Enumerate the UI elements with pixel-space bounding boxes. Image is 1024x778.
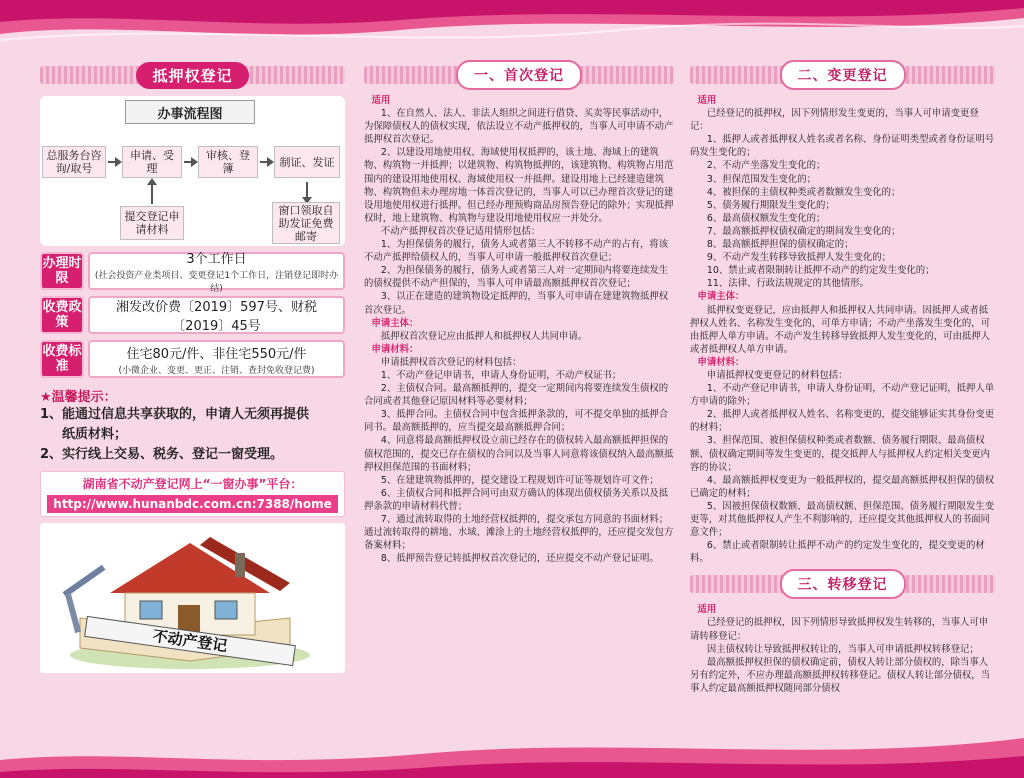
paragraph: 3、担保范围、被担保债权种类或者数额、债务履行期限、最高债权额、债权确定期间等发生变更的，提交抵押人与抵押权人约定相关变更内容的协议； (690, 435, 991, 473)
change-registration-text (690, 94, 995, 565)
flow-node-counter: 总服务台咨询/取号 (42, 146, 106, 178)
section-label: 申请材料： (697, 356, 745, 368)
tips-list (40, 405, 345, 465)
flow-node-submit: 提交登记申请材料 (120, 206, 184, 240)
flow-node-apply: 申请、受理 (122, 146, 182, 178)
paragraph: 7、通过流转取得的土地经营权抵押的，提交承包方同意的书面材料；通过流转取得的耕地、水域、滩涂上的土地经营权抵押的，还应提交发包方备案材料； (364, 514, 674, 552)
paragraph: 4、最高额抵押权变更为一般抵押权的，提交最高额抵押权担保的债权已确定的材料； (690, 474, 995, 499)
tip-item: 2、实行线上交易、税务、登记一窗受理。 (40, 447, 284, 462)
paragraph: 6、最高债权额发生变化的； (706, 212, 826, 224)
right-panel (690, 62, 995, 695)
tips-title: ★温馨提示： (40, 390, 117, 405)
paragraph: 8、最高额抵押担保的债权确定的； (706, 239, 854, 251)
policy-main: 湘发改价费〔2019〕597号、财税〔2019〕45号 (116, 300, 317, 334)
flow-node-review: 审核、登簿 (198, 146, 258, 178)
standard-tag: 收费标准 (40, 340, 84, 378)
section-label: 适用 (371, 95, 391, 106)
paragraph: 4、同意将最高额抵押权设立前已经存在的债权转入最高额抵押担保的债权范围的，提交已存在债权的合同以及当事人同意将该债权纳入最高额抵押权担保范围的书面材料； (364, 435, 674, 473)
standard-main: 住宅80元/件、非住宅550元/件 (126, 346, 307, 362)
left-panel (40, 62, 345, 673)
arrow-right (184, 161, 196, 163)
paragraph: 3、抵押合同。主债权合同中包含抵押条款的，可不提交单独的抵押合同书。最高额抵押的，应当提交最高额抵押合同； (364, 409, 669, 434)
paragraph: 5、债务履行期限发生变化的； (706, 199, 835, 211)
online-platform-box (40, 471, 345, 517)
paragraph: 6、主债权合同和抵押合同可由双方确认的体现出债权债务关系以及抵押条款的申请材料代替； (364, 487, 669, 512)
paragraph: 2、不动产坐落发生变化的； (706, 160, 826, 172)
process-flowchart (40, 96, 345, 246)
first-registration-text (364, 94, 674, 565)
mid-title: 一、首次登记 (456, 60, 582, 90)
arrow-right (108, 161, 120, 163)
paragraph: 最高额抵押权担保的债权确定前，债权人转让部分债权的，除当事人另有约定外，不应办理最高额抵押权转移登记。债权人转让部分债权，当事人约定最高额抵押权随同部分债权 (690, 656, 991, 694)
paragraph: 8、抵押预告登记转抵押权首次登记的，还应提交不动产登记证明。 (380, 553, 659, 565)
time-note: (社会投资产业类项目、变更登记1个工作日，注销登记即时办结) (94, 271, 339, 294)
paragraph: 5、在建建筑物抵押的，提交建设工程规划许可证等规划许可文件； (380, 474, 659, 486)
paragraph: 2、抵押人或者抵押权人姓名、名称变更的，提交能够证实其身份变更的材料； (690, 409, 995, 434)
fee-policy-row (40, 296, 345, 334)
paragraph: 1、抵押人或者抵押权人姓名或者名称、身份证明类型或者身份证明号码发生变化的； (690, 134, 995, 159)
top-wave-decoration (0, 0, 1024, 60)
paragraph: 因主债权转让导致抵押权转让的，当事人可申请抵押权转移登记； (706, 643, 979, 655)
paragraph: 5、因被担保债权数额、最高债权额、担保范围、债务履行期限发生变更等，对其他抵押权人产生不利影响的，还应提交其他抵押权人的书面同意文件； (690, 500, 995, 539)
paragraph: 申请抵押权变更登记的材料包括： (706, 369, 848, 381)
arrow-up (151, 182, 153, 204)
paragraph: 不动产抵押权首次登记适用情形包括： (380, 225, 541, 237)
change-registration-banner (690, 62, 995, 88)
policy-tag: 收费政策 (40, 296, 84, 334)
paragraph: 9、不动产发生转移导致抵押人发生变化的； (706, 252, 891, 264)
paragraph: 7、最高额抵押权债权确定的期间发生变化的； (706, 225, 901, 237)
bottom-wave-decoration (0, 718, 1024, 778)
arrow-down (306, 182, 308, 200)
house-illustration (40, 523, 345, 673)
house-icon (40, 523, 345, 673)
flow-node-issue: 制证、发证 (274, 146, 340, 178)
paragraph: 11、法律、行政法规规定的其他情形。 (706, 278, 869, 290)
section-label: 适用 (697, 604, 717, 616)
right-title-1: 二、变更登记 (780, 60, 906, 90)
paragraph: 4、被担保的主债权种类或者数额发生变化的； (706, 186, 901, 198)
paragraph: 2、为担保债务的履行，债务人或者第三人对一定期间内将要连续发生的债权提供不动产担保的，当事人可申请最高额抵押权首次登记； (364, 265, 669, 290)
time-main: 3个工作日 (186, 252, 247, 267)
time-tag: 办理时限 (40, 252, 84, 290)
left-title: 抵押权登记 (136, 62, 248, 89)
tip-item: 纸质材料； (62, 427, 128, 442)
processing-time-row (40, 252, 345, 294)
section-label: 适用 (697, 95, 717, 106)
paragraph: 申请抵押权首次登记的材料包括： (380, 356, 522, 368)
transfer-registration-banner (690, 571, 995, 597)
arrow-right (260, 161, 272, 163)
first-registration-banner (364, 62, 674, 88)
paragraph: 1、在自然人、法人、非法人组织之间进行借贷、买卖等民事活动中，为保障债权人的债权实现，依法设立不动产抵押权的，当事人可申请不动产抵押权首次登记。 (364, 108, 674, 146)
paragraph: 6、禁止或者限制转让抵押不动产的约定发生变化的，提交变更的材料。 (690, 540, 985, 565)
flowchart-title: 办事流程图 (125, 100, 255, 124)
flow-node-pickup: 窗口领取自助发证免费邮寄 (272, 202, 340, 244)
paragraph: 2、以建设用地使用权、海域使用权抵押的，该土地、海域上的建筑物、构筑物一并抵押；以建筑物、构筑物抵押的，该建筑物、构筑物占用范围内的建设用地使用权、海域使用权一并抵押。建设用地上已经建造建筑物、构筑物但未办理房地一体首次登记的，当事人可以已办理首次登记的建设用地使用权进行抵押。但已经办理预购商品房预告登记的除外；实现抵押权时，地上建筑物、构筑物与建设用地使用权应一并处分。 (364, 147, 674, 224)
house-caption: 不动产登记 (151, 626, 229, 656)
paragraph: 10、禁止或者限制转让抵押不动产的约定发生变化的； (706, 265, 935, 277)
right-title-2: 三、转移登记 (780, 569, 906, 599)
paragraph: 1、不动产登记申请书，申请人身份证明，不动产登记证明，抵押人单方申请的除外； (690, 383, 995, 408)
paragraph: 2、主债权合同。最高额抵押的，提交一定期间内将要连续发生债权的合同或者其他登记原因材料等必要材料； (364, 383, 669, 408)
middle-panel (364, 62, 674, 565)
transfer-registration-text (690, 603, 995, 695)
platform-title: 湖南省不动产登记网上“一窗办事”平台： (82, 477, 303, 491)
paragraph: 1、为担保债务的履行，债务人或者第三人不转移不动产的占有，将该不动产抵押给债权人的，当事人可申请一般抵押权首次登记； (364, 239, 669, 264)
tip-item: 1、能通过信息共享获取的，申请人无须再提供 (40, 407, 310, 422)
section-label: 申请主体： (697, 291, 745, 303)
paragraph: 抵押权变更登记，应由抵押人和抵押权人共同申请。因抵押人或者抵押权人姓名、名称发生变化的，可单方申请；不动产坐落发生变化的，可由抵押人单方申请。不动产发生转移导致抵押人发生变化的，可由抵押人或者抵押权人单方申请。 (690, 304, 991, 355)
mortgage-registration-banner (40, 62, 345, 88)
paragraph: 1、不动产登记申请书，申请人身份证明，不动产权证书； (380, 369, 622, 381)
paragraph: 已经登记的抵押权，因下列情形导致抵押权发生转移的，当事人可申请转移登记： (690, 617, 989, 642)
section-label: 申请材料： (371, 343, 419, 355)
fee-standard-row (40, 340, 345, 378)
platform-url-link[interactable]: http://www.hunanbdc.com.cn:7388/home (47, 495, 338, 513)
paragraph: 抵押权首次登记应由抵押人和抵押权人共同申请。 (380, 330, 588, 342)
paragraph: 3、担保范围发生变化的； (706, 173, 816, 185)
standard-note: (小微企业、变更、更正、注销、查封免收登记费) (118, 365, 315, 376)
paragraph: 3、以正在建造的建筑物设定抵押的，当事人可申请在建建筑物抵押权首次登记。 (364, 291, 669, 316)
paragraph: 已经登记的抵押权，因下列情形发生变更的，当事人可申请变更登记： (690, 108, 979, 133)
section-label: 申请主体： (371, 317, 419, 329)
